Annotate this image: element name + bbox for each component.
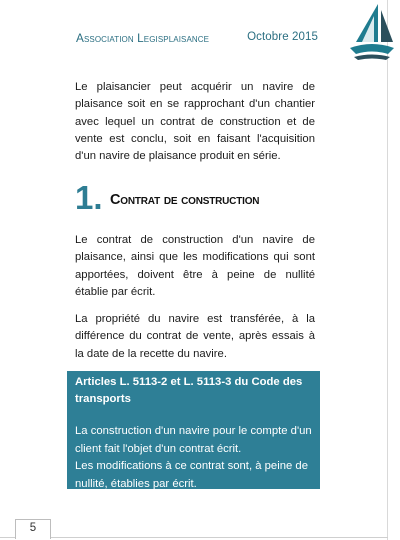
body-paragraph: Le contrat de construction d'un navire de plaisance, ainsi que les modifications qui sont apportées, doivent être à peine de nullité établie par écrit.	[75, 234, 315, 298]
page-edge	[387, 0, 388, 540]
section-title: Contrat de construction	[110, 192, 260, 208]
box-body	[75, 423, 315, 493]
section-heading	[75, 180, 325, 220]
header-association: Association Legisplaisance	[76, 31, 210, 45]
box-line: Les modifications à ce contrat sont, à peine de nullité, établies par écrit.	[75, 460, 308, 490]
box-line: La construction d'un navire pour le compte d'un client fait l'objet d'un contrat écrit.	[75, 425, 312, 455]
footer-divider	[0, 537, 388, 538]
body-paragraph: La propriété du navire est transférée, à la différence du contrat de vente, après essais à la date de la recette du navire.	[75, 313, 315, 360]
page-number-tab	[15, 519, 51, 539]
page-header	[76, 31, 318, 45]
header-date: Octobre 2015	[247, 31, 318, 43]
legal-reference-box	[67, 371, 320, 489]
intro-paragraph: Le plaisancier peut acquérir un navire de plaisance soit en se rapprochant d'un chantier avec lequel un contrat de construction et de vente est conclu, soit en faisant l'acquisition d'un navire de plaisance produit en série.	[75, 81, 315, 163]
section-number: 1.	[75, 179, 103, 216]
sailboat-logo-icon	[348, 2, 396, 64]
page-number: 5	[29, 522, 37, 534]
box-heading: Articles L. 5113-2 et L. 5113-3 du Code des transports	[75, 376, 303, 405]
